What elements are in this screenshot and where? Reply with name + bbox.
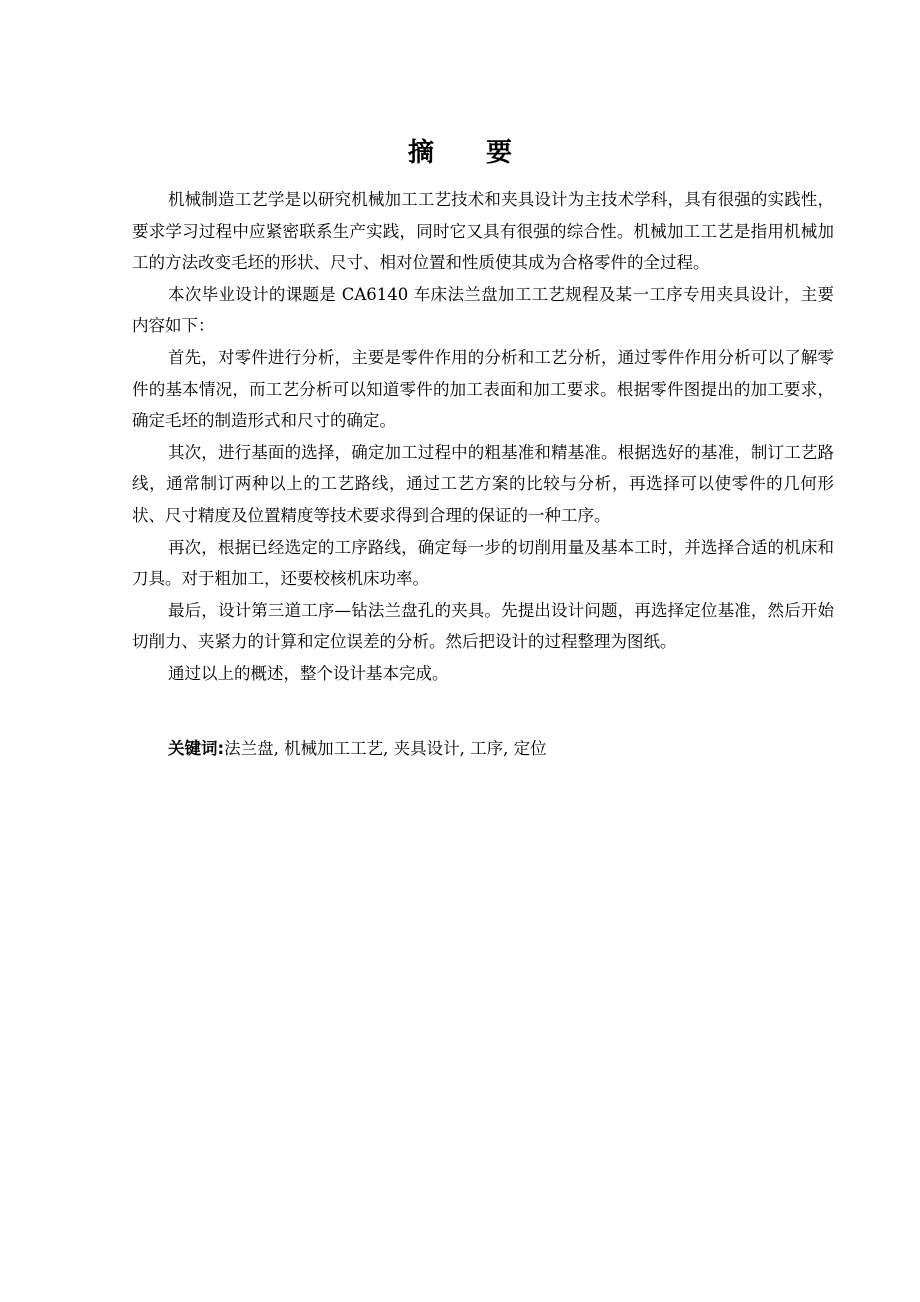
abstract-paragraph-7: 通过以上的概述，整个设计基本完成。 — [168, 663, 449, 683]
abstract-paragraph-3: 首先，对零件进行分析，主要是零件作用的分析和工艺分析，通过零件作用分析可以了解零件的基本情况，而工艺分析可以知道零件的加工表面和加工要求。根据零件图提出的加工要求，确定毛坯的制造形式和尺寸的确定。 — [132, 347, 834, 431]
keywords-label: 关键词: — [168, 739, 225, 758]
abstract-body — [132, 184, 834, 690]
title-char-2: 要 — [486, 138, 513, 168]
abstract-paragraph-1: 机械制造工艺学是以研究机械加工工艺技术和夹具设计为主技术学科，具有很强的实践性，要求学习过程中应紧密联系生产实践，同时它又具有很强的综合性。机械加工工艺是指用机械加工的方法改变毛坯的形状、尺寸、相对位置和性质使其成为合格零件的全过程。 — [132, 190, 834, 273]
abstract-paragraph-2: 本次毕业设计的课题是 CA6140 车床法兰盘加工工艺规程及某一工序专用夹具设计，主要内容如下： — [132, 284, 834, 336]
abstract-paragraph-5: 再次，根据已经选定的工序路线，确定每一步的切削用量及基本工时，并选择合适的机床和刀具。对于粗加工，还要校核机床功率。 — [132, 537, 834, 589]
title-char-1: 摘 — [407, 138, 434, 168]
abstract-paragraph-6: 最后，设计第三道工序—钻法兰盘孔的夹具。先提出设计问题，再选择定位基准，然后开始切削力、夹紧力的计算和定位误差的分析。然后把设计的过程整理为图纸。 — [132, 600, 834, 652]
page-title — [0, 133, 920, 173]
keywords-line — [168, 733, 868, 765]
abstract-paragraph-4: 其次，进行基面的选择，确定加工过程中的粗基准和精基准。根据选好的基准，制订工艺路线，通常制订两种以上的工艺路线，通过工艺方案的比较与分析，再选择可以使零件的几何形状、尺寸精度及位置精度等技术要求得到合理的保证的一种工序。 — [132, 442, 834, 525]
keywords-value: 法兰盘, 机械加工工艺, 夹具设计, 工序, 定位 — [224, 739, 547, 758]
